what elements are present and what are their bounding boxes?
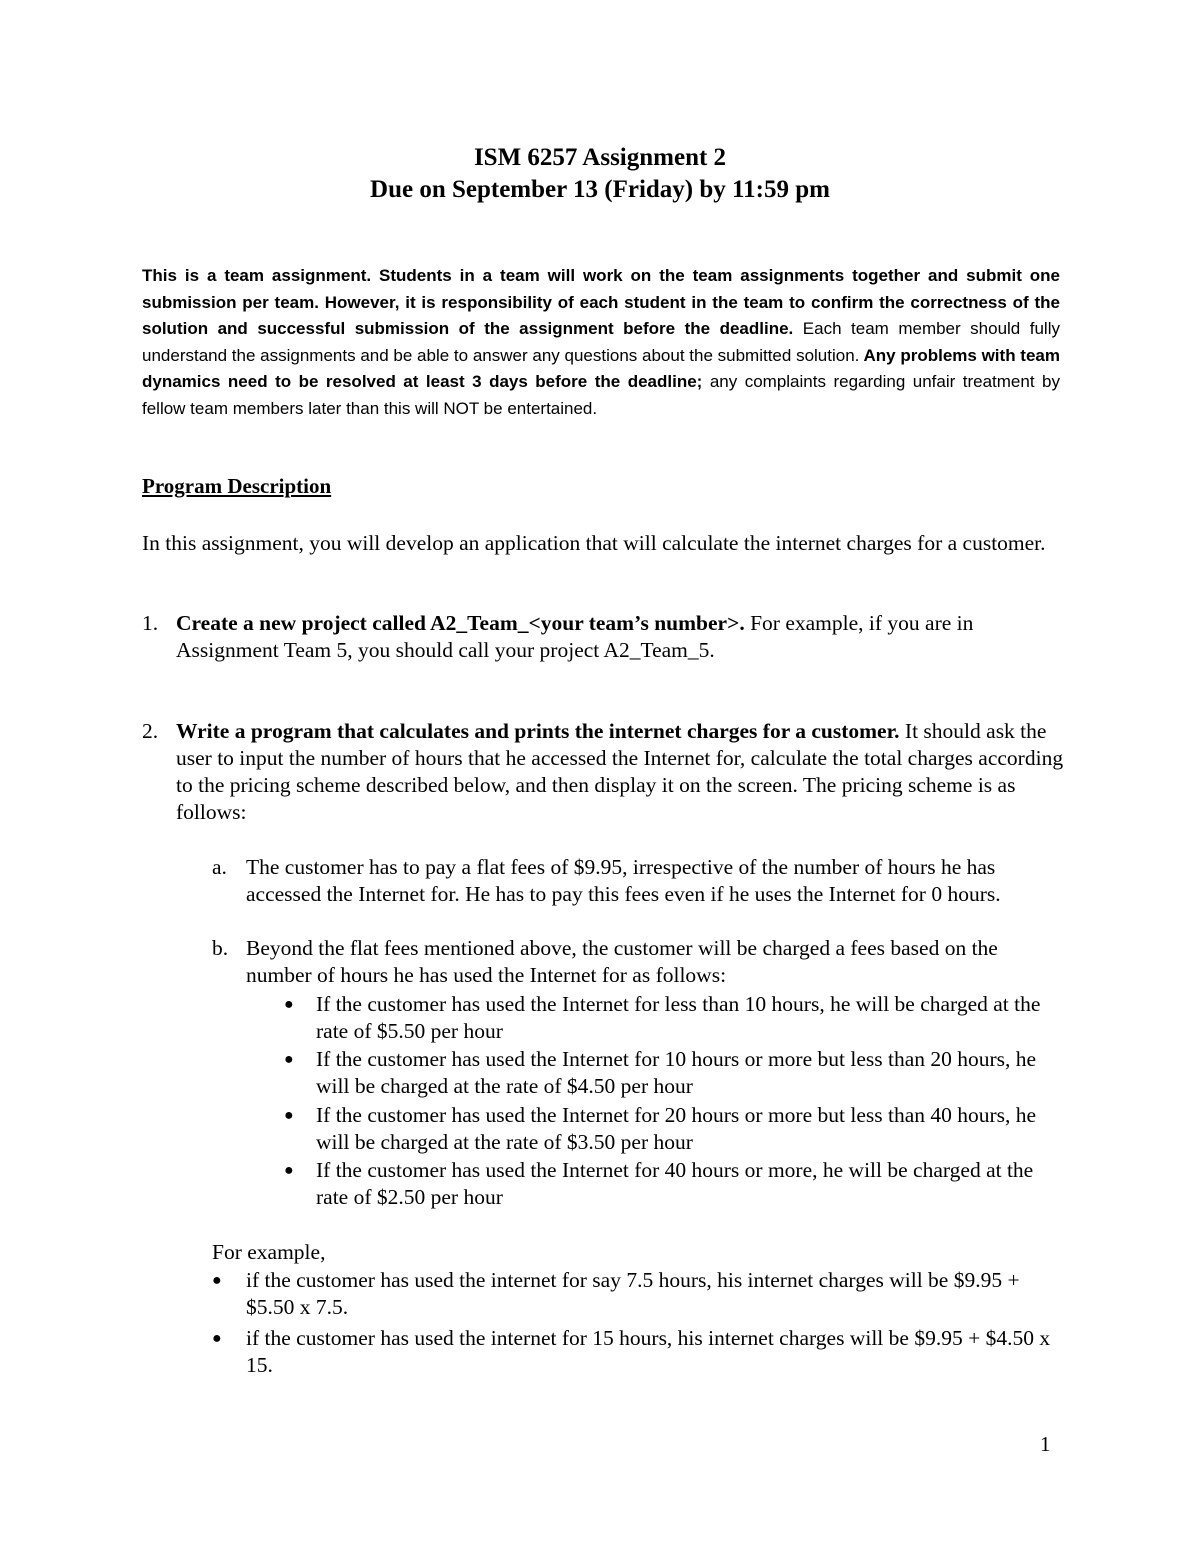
section-heading: Program Description [142,474,332,498]
rate-item-3: If the customer has used the Internet for 20 hours or more but less than 40 hours, he will be charged at the rate of $3.50 per hour [316,1103,1037,1154]
notice-bold-1: This is a team assignment. Students in a team will work on the team assignments together and submit one submission per team. However, it is responsibility of each student in the team to confirm the correctness of the solution and successful submission of the assignment before the deadline. [142,266,1060,338]
item-number-2: 2. [142,719,159,743]
example-label: For example, [212,1240,326,1264]
team-assignment-notice [142,263,1060,422]
bullet-icon: ● [284,1051,294,1068]
page-number: 1 [1040,1432,1051,1456]
item-number-1: 1. [142,611,159,635]
due-date-title: Due on September 13 (Friday) by 11:59 pm [370,176,830,203]
lead-paragraph: In this assignment, you will develop an application that will calculate the internet charges for a customer. [142,531,1046,555]
example-item-2: if the customer has used the internet for 15 hours, his internet charges will be $9.95 + $4.50 x 15. [246,1326,1051,1377]
rate-item-4: If the customer has used the Internet for 40 hours or more, he will be charged at the rate of $2.50 per hour [316,1158,1034,1209]
bullet-icon: ● [284,1162,294,1179]
bullet-icon: ● [212,1330,222,1347]
example-item-1: if the customer has used the internet for say 7.5 hours, his internet charges will be $9.95 + $5.50 x 7.5. [246,1268,1020,1319]
notice-text-2: any complaints regarding unfair treatment by fellow team members later than this will NOT be entertained. [142,372,1061,418]
sub-item-b: Beyond the flat fees mentioned above, the customer will be charged a fees based on the number of hours he has used the Internet for as follows: [246,936,998,987]
item-2-bold: Write a program that calculates and prints the internet charges for a customer. [176,719,900,743]
item-1-text: For example, if you are in Assignment Team 5, you should call your project A2_Team_5. [176,611,974,662]
bullet-icon: ● [284,1107,294,1124]
assignment-title: ISM 6257 Assignment 2 [473,144,727,171]
rate-item-1: If the customer has used the Internet for less than 10 hours, he will be charged at the rate of $5.50 per hour [316,992,1041,1043]
list-item-1 [176,610,1066,664]
item-1-bold: Create a new project called A2_Team_<your team’s number>. [176,611,745,635]
item-2-text: It should ask the user to input the number of hours that he accessed the Internet for, calculate the total charges according to the pricing scheme described below, and then display it on the screen. The pricing scheme is as follows: [176,719,1064,824]
rate-item-2: If the customer has used the Internet for 10 hours or more but less than 20 hours, he will be charged at the rate of $4.50 per hour [316,1047,1037,1098]
sub-item-letter-b: b. [212,936,229,960]
list-item-2 [176,718,1066,826]
notice-bold-2: Any problems with team dynamics need to be resolved at least 3 days before the deadline; [142,345,1060,391]
sub-item-letter-a: a. [212,855,227,879]
bullet-icon: ● [212,1272,222,1289]
bullet-icon: ● [284,996,294,1013]
notice-text-1: Each team member should fully understand the assignments and be able to answer any questions about the submitted solution. [142,319,1060,365]
sub-item-a: The customer has to pay a flat fees of $9.95, irrespective of the number of hours he has accessed the Internet for. He has to pay this fees even if he uses the Internet for 0 hours. [246,855,1001,906]
